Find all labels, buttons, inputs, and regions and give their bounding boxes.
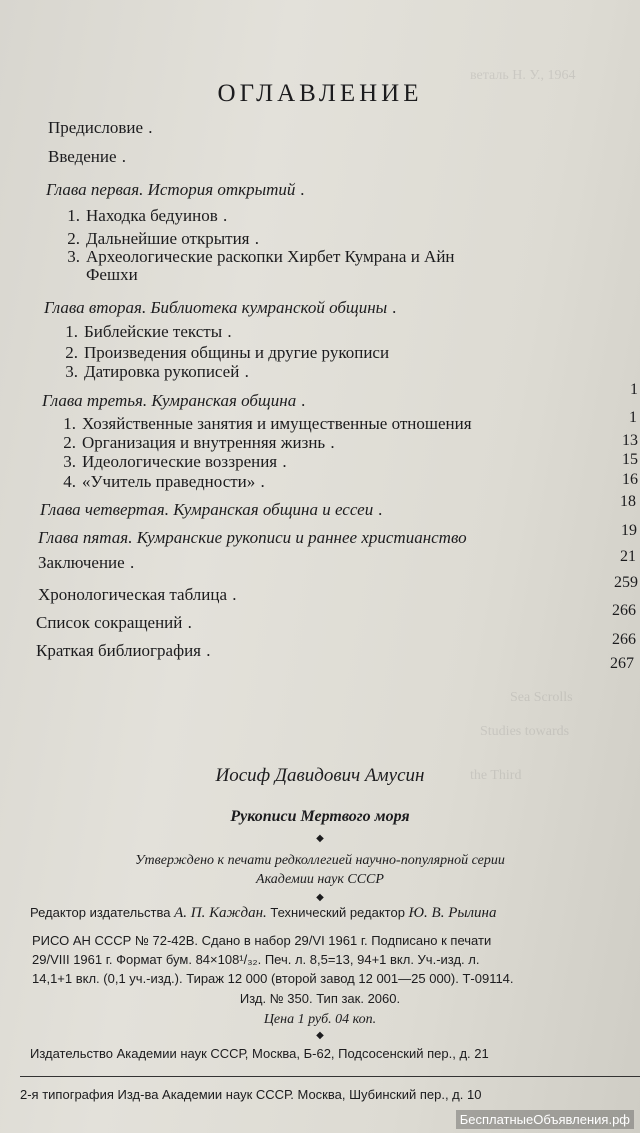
divider: [20, 1076, 640, 1077]
toc-entry-section[interactable]: 1. Библейские тексты .: [65, 322, 233, 341]
printer-line: 2-я типография Изд-ва Академии наук СССР. Москва, Шубинский пер., д. 10: [20, 1087, 482, 1102]
toc-entry-introduction[interactable]: Введение .: [48, 147, 128, 166]
show-through-text: Sea Scrolls: [510, 690, 573, 705]
page-number: 267: [610, 655, 634, 672]
author-name: Иосиф Давидович Амусин: [215, 765, 425, 786]
toc-entry-chapter-4[interactable]: Глава четвертая. Кумранская община и ессеи .: [40, 500, 384, 519]
show-through-text: the Third: [470, 768, 522, 783]
toc-entry-chapter-1[interactable]: Глава первая. История открытий .: [46, 180, 306, 199]
toc-entry-section-continued: Фешхи: [86, 265, 138, 284]
toc-entry-section[interactable]: 2. Дальнейшие открытия .: [67, 229, 260, 248]
page-number: 21: [620, 548, 636, 565]
page-number: 266: [612, 602, 636, 619]
toc-entry-section[interactable]: 1. Хозяйственные занятия и имущественные отношения: [63, 414, 472, 433]
page-number: 1: [629, 409, 637, 426]
approval-line: Академии наук СССР: [256, 872, 384, 887]
toc-entry-section[interactable]: 3. Археологические раскопки Хирбет Кумрана и Айн: [67, 247, 455, 266]
page-number: 259: [614, 574, 638, 591]
ornament-diamond: ◆: [316, 892, 324, 903]
site-watermark: БесплатныеОбъявления.рф: [456, 1110, 634, 1129]
imprint-line: 29/VIII 1961 г. Формат бум. 84×108¹/₃₂. Печ. л. 8,5=13, 94+1 вкл. Уч.-изд. л.: [32, 952, 480, 967]
toc-entry-section[interactable]: 2. Произведения общины и другие рукописи: [65, 343, 390, 362]
toc-entry-section[interactable]: 1. Находка бедуинов .: [67, 206, 229, 225]
page-title: ОГЛАВЛЕНИЕ: [217, 80, 423, 107]
toc-entry-chapter-5[interactable]: Глава пятая. Кумранские рукописи и раннее христианство: [38, 528, 467, 547]
toc-entry-section[interactable]: 3. Идеологические воззрения .: [63, 452, 288, 471]
page-number: 18: [620, 493, 636, 510]
page-number: 266: [612, 631, 636, 648]
toc-entry-section[interactable]: 4. «Учитель праведности» .: [63, 472, 266, 491]
toc-entry-chapter-3[interactable]: Глава третья. Кумранская община .: [42, 391, 307, 410]
page-number: 19: [621, 522, 637, 539]
toc-entry-chronology[interactable]: Хронологическая таблица .: [38, 585, 238, 604]
price-line: Цена 1 руб. 04 коп.: [263, 1012, 377, 1027]
imprint-line: 14,1+1 вкл. (0,1 уч.-изд.). Тираж 12 000 (второй завод 12 001—25 000). Т-09114.: [32, 971, 514, 986]
ornament-diamond: ◆: [316, 833, 324, 844]
book-title: Рукописи Мертвого моря: [230, 808, 410, 825]
show-through-text: Studies towards: [480, 724, 570, 739]
publisher-line: Издательство Академии наук СССР, Москва, Б-62, Подсосенский пер., д. 21: [30, 1046, 489, 1061]
page-number: 16: [622, 471, 638, 488]
toc-entry-section[interactable]: 3. Датировка рукописей .: [65, 362, 250, 381]
imprint-line: РИСО АН СССР № 72-42В. Сдано в набор 29/VI 1961 г. Подписано к печати: [32, 933, 492, 948]
editors-line: Редактор издательства А. П. Каждан. Технический редактор Ю. В. Рылина: [30, 905, 497, 921]
toc-entry-bibliography[interactable]: Краткая библиография .: [36, 641, 212, 660]
toc-entry-chapter-2[interactable]: Глава вторая. Библиотека кумранской общины .: [44, 298, 398, 317]
page-number: 1: [630, 381, 638, 398]
show-through-text: веталь Н. У., 1964: [470, 68, 576, 83]
toc-entry-abbreviations[interactable]: Список сокращений .: [36, 613, 193, 632]
ornament-diamond: ◆: [316, 1030, 324, 1041]
toc-entry-section[interactable]: 2. Организация и внутренняя жизнь .: [63, 433, 336, 452]
imprint-line: Изд. № 350. Тип зак. 2060.: [239, 991, 401, 1006]
toc-entry-preface[interactable]: Предисловие .: [48, 118, 154, 137]
page-number: 13: [622, 432, 638, 449]
toc-entry-conclusion[interactable]: Заключение .: [38, 553, 136, 572]
page-number: 15: [622, 451, 638, 468]
approval-line: Утверждено к печати редколлегией научно-популярной серии: [135, 853, 505, 868]
